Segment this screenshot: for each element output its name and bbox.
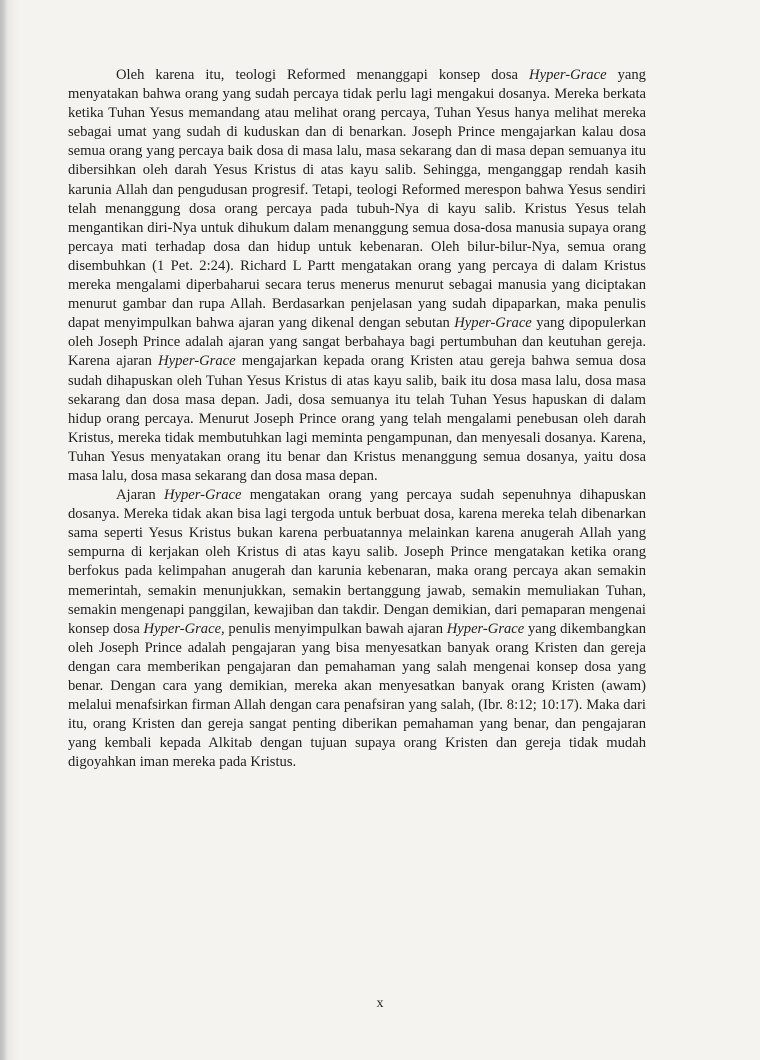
text-run: Ajaran (116, 487, 164, 504)
page-number: x (376, 996, 384, 1011)
italic-term: Hyper-Grace (163, 487, 242, 504)
paragraph-1 (68, 66, 646, 486)
text-run: yang dikembangkan oleh Joseph Prince adalah pengajaran yang bisa menyesatkan banyak orang Kristen dan gereja dengan cara memberikan pengajaran dan pemahaman yang salah mengenai konsep dosa yang benar. Dengan cara yang demikian, mereka akan menyesatkan banyak orang Kristen (awam) melalui menafsirkan firman Allah dengan cara penafsiran yang salah, (Ibr. 8:12; 10:17). Maka dari itu, orang Kristen dan gereja sangat penting diberikan pemahaman yang benar, dan pengajaran yang kembali kepada Alkitab dengan tujuan supaya orang Kristen dan gereja tidak mudah digoyahkan iman mereka pada Kristus. (68, 620, 646, 771)
paragraph-2 (68, 486, 646, 772)
italic-term: Hyper-Grace (529, 67, 607, 83)
text-run: mengatakan orang yang percaya sudah sepenuhnya dihapuskan dosanya. Mereka tidak akan bisa lagi tergoda untuk berbuat dosa, karena mereka telah dibenarkan sama seperti Yesus Kristus bukan karena perbuatannya melainkan karena anugerah Allah yang sempurna di kerjakan oleh Kristus di atas kayu salib. Joseph Prince mengatakan ketika orang berfokus pada kelimpahan anugerah dan karunia kebenaran, maka orang percaya akan semakin memerintah, semakin menunjukkan, semakin bertanggung jawab, semakin memuliakan Tuhan, semakin mengenapi panggilan, kewajiban dan takdir. Dengan demikian, dari pemaparan mengenai konsep dosa (68, 487, 646, 637)
text-run: mengajarkan kepada orang Kristen atau gereja bahwa semua dosa sudah dihapuskan oleh Tuhan Yesus Kristus di atas kayu salib, baik itu dosa masa lalu, dosa masa sekarang dan dosa masa depan. Jadi, dosa semuanya itu telah Tuhan Yesus hapuskan di dalam hidup orang percaya. Menurut Joseph Prince orang yang telah mengalami penebusan oleh darah Kristus, mereka tidak membutuhkan lagi meminta pengampunan, dan menyesali dosanya. Karena, Tuhan Yesus menyatakan orang itu benar dan Kristus menanggung semua dosanya, yaitu dosa masa lalu, dosa masa sekarang dan dosa masa depan. (68, 353, 646, 484)
text-run: penulis menyimpulkan bawah ajaran (224, 620, 447, 637)
italic-term: Hyper-Grace (446, 620, 525, 637)
italic-term: Hyper-Grace (454, 315, 532, 332)
text-run: Oleh karena itu, teologi Reformed menanggapi konsep dosa (116, 67, 530, 83)
text-run: yang dipopulerkan oleh Joseph Prince adalah ajaran yang sangat berbahaya bagi pertumbuhan dan keutuhan gereja. Karena ajaran (68, 315, 646, 370)
italic-term: Hyper-Grace, (143, 620, 225, 637)
italic-term: Hyper-Grace (158, 353, 236, 370)
scan-edge-shadow (0, 0, 8, 1060)
text-run: yang menyatakan bahwa orang yang sudah percaya tidak perlu lagi mengakui dosanya. Mereka berkata ketika Tuhan Yesus memandang atau melihat orang percaya, Tuhan Yesus hanya melihat mereka sebagai umat yang sudah di kuduskan dan di benarkan. Joseph Prince mengajarkan kalau dosa semua orang yang percaya baik dosa di masa lalu, masa sekarang dan di masa depan semuanya itu dibersihkan oleh darah Yesus Kristus di atas kayu salib. Sehingga, menganggap rendah kasih karunia Allah dan pengudusan progresif. Tetapi, teologi Reformed merespon bahwa Yesus sendiri telah menanggung dosa orang percaya pada tubuh-Nya di kayu salib. Kristus Yesus telah mengantikan diri-Nya untuk dihukum dalam menanggung semua dosa-dosa manusia supaya orang percaya mati terhadap dosa dan hidup untuk kebenaran. Oleh bilur-bilur-Nya, semua orang disembuhkan (1 Pet. 2:24). Richard L Partt mengatakan orang yang percaya di dalam Kristus mereka mengalami diperbaharui secara terus menerus menurut sebagai manusia yang diciptakan menurut gambar dan rupa Allah. Berdasarkan penjelasan yang sudah dipaparkan, maka penulis dapat menyimpulkan bahwa ajaran yang dikenal dengan sebutan (68, 67, 646, 332)
body-text (68, 66, 646, 772)
